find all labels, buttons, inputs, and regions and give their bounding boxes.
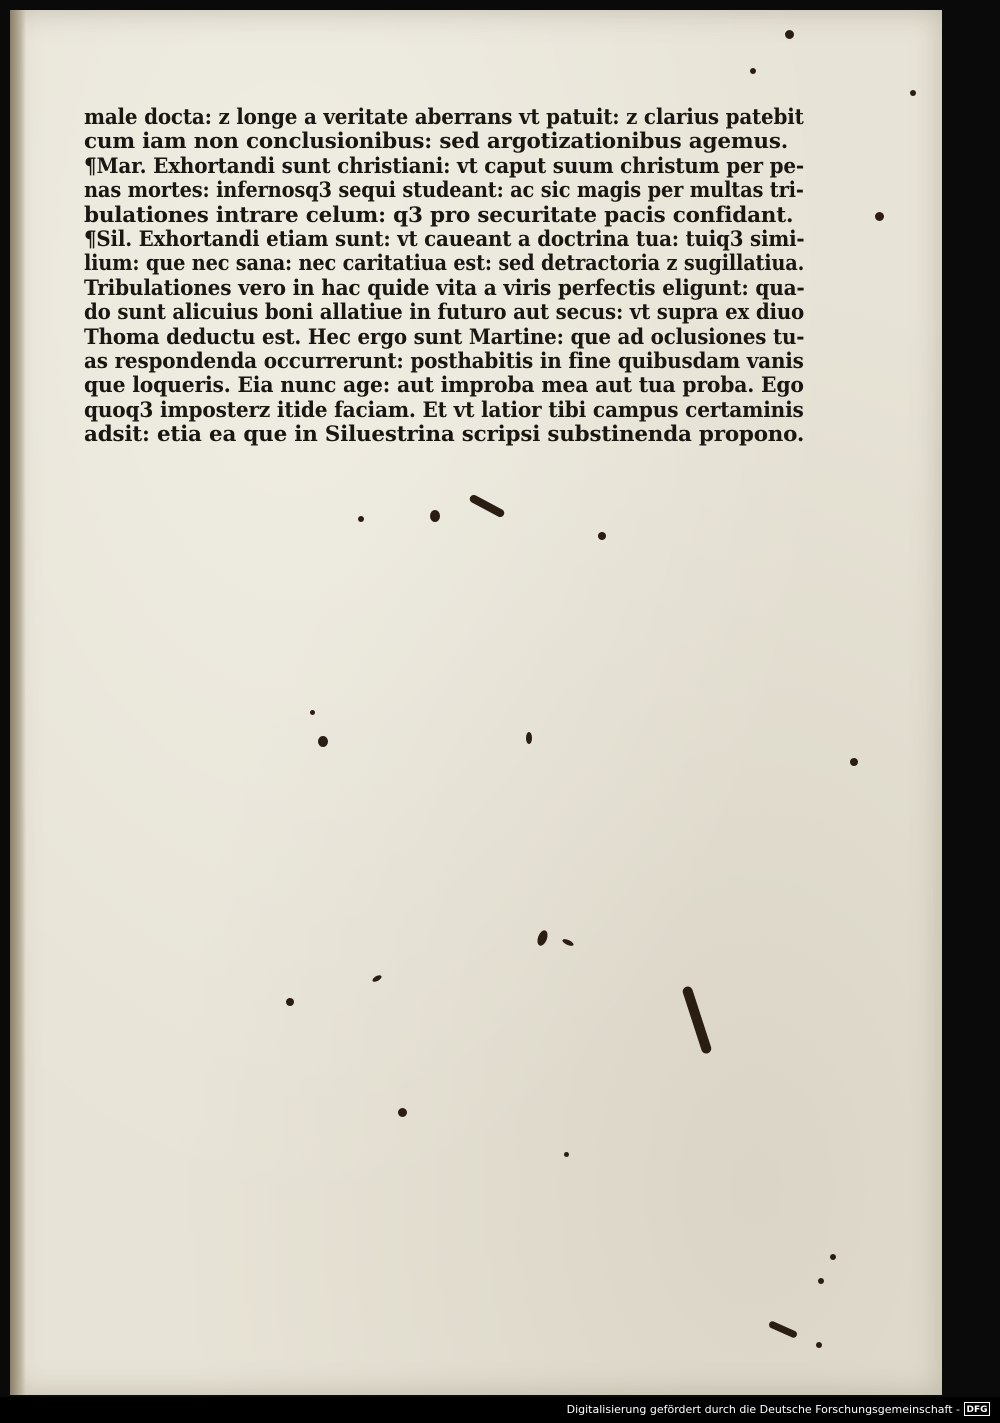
ink-stain xyxy=(398,1108,407,1117)
footer-bar xyxy=(0,1397,1000,1423)
text-line: cum iam non conclusionibus: sed argotizationibus agemus. xyxy=(84,129,789,155)
digitization-credit: Digitalisierung gefördert durch die Deutsche Forschungsgemeinschaft - xyxy=(566,1403,960,1416)
page xyxy=(10,10,942,1395)
ink-stain xyxy=(681,985,712,1055)
ink-stain xyxy=(598,532,606,540)
ink-stain xyxy=(430,510,440,522)
ink-stain xyxy=(564,1152,569,1157)
ink-stain xyxy=(750,68,756,74)
text-line: do sunt alicuius boni allatiue in futuro aut secus: vt supra ex diuo xyxy=(84,300,805,326)
text-line: quoq3 imposterz itide faciam. Et vt latior tibi campus certaminis xyxy=(84,397,804,423)
ink-stain xyxy=(562,938,575,948)
ink-stain xyxy=(768,1320,798,1339)
ink-stain xyxy=(536,929,550,947)
ink-stain xyxy=(286,998,294,1006)
text-line: que loqueris. Eia nunc age: aut improba mea aut tua proba. Ego xyxy=(84,373,804,399)
ink-stain xyxy=(358,516,364,522)
text-line: bulationes intrare celum: q3 pro securitate pacis confidant. xyxy=(84,202,794,228)
ink-stain xyxy=(816,1342,822,1348)
ink-stain xyxy=(850,758,858,766)
ink-stain xyxy=(830,1254,836,1260)
text-block xyxy=(84,106,804,448)
text-line: ¶Mar. Exhortandi sunt christiani: vt caput suum christum per pe- xyxy=(84,153,805,179)
text-line: lium: que nec sana: nec caritatiua est: sed detractoria z sugillatiua. xyxy=(84,251,805,277)
text-line: Thoma deductu est. Hec ergo sunt Martine: que ad oclusiones tu- xyxy=(84,324,805,350)
ink-stain xyxy=(371,974,382,983)
binding-edge xyxy=(10,10,26,1395)
text-line: as respondenda occurrerunt: posthabitis in fine quibusdam vanis xyxy=(84,349,804,375)
dfg-logo: DFG xyxy=(964,1402,990,1416)
ink-stain xyxy=(310,710,315,715)
ink-stain xyxy=(318,736,328,747)
text-line: adsit: etia ea que in Siluestrina scripsi substinenda propono. xyxy=(84,422,805,448)
ink-stain xyxy=(875,212,884,221)
ink-stain xyxy=(785,30,794,39)
ink-stain xyxy=(526,732,532,744)
text-line: male docta: z longe a veritate aberrans vt patuit: z clarius patebit xyxy=(84,105,804,130)
ink-stain xyxy=(468,494,505,519)
text-line: ¶Sil. Exhortandi etiam sunt: vt caueant a doctrina tua: tuiq3 simi- xyxy=(84,227,805,253)
ink-stain xyxy=(910,90,916,96)
text-line: Tribulationes vero in hac quide vita a viris perfectis eligunt: qua- xyxy=(84,275,805,301)
ink-stain xyxy=(818,1278,824,1284)
text-line: nas mortes: infernosq3 sequi studeant: ac sic magis per multas tri- xyxy=(84,178,804,204)
